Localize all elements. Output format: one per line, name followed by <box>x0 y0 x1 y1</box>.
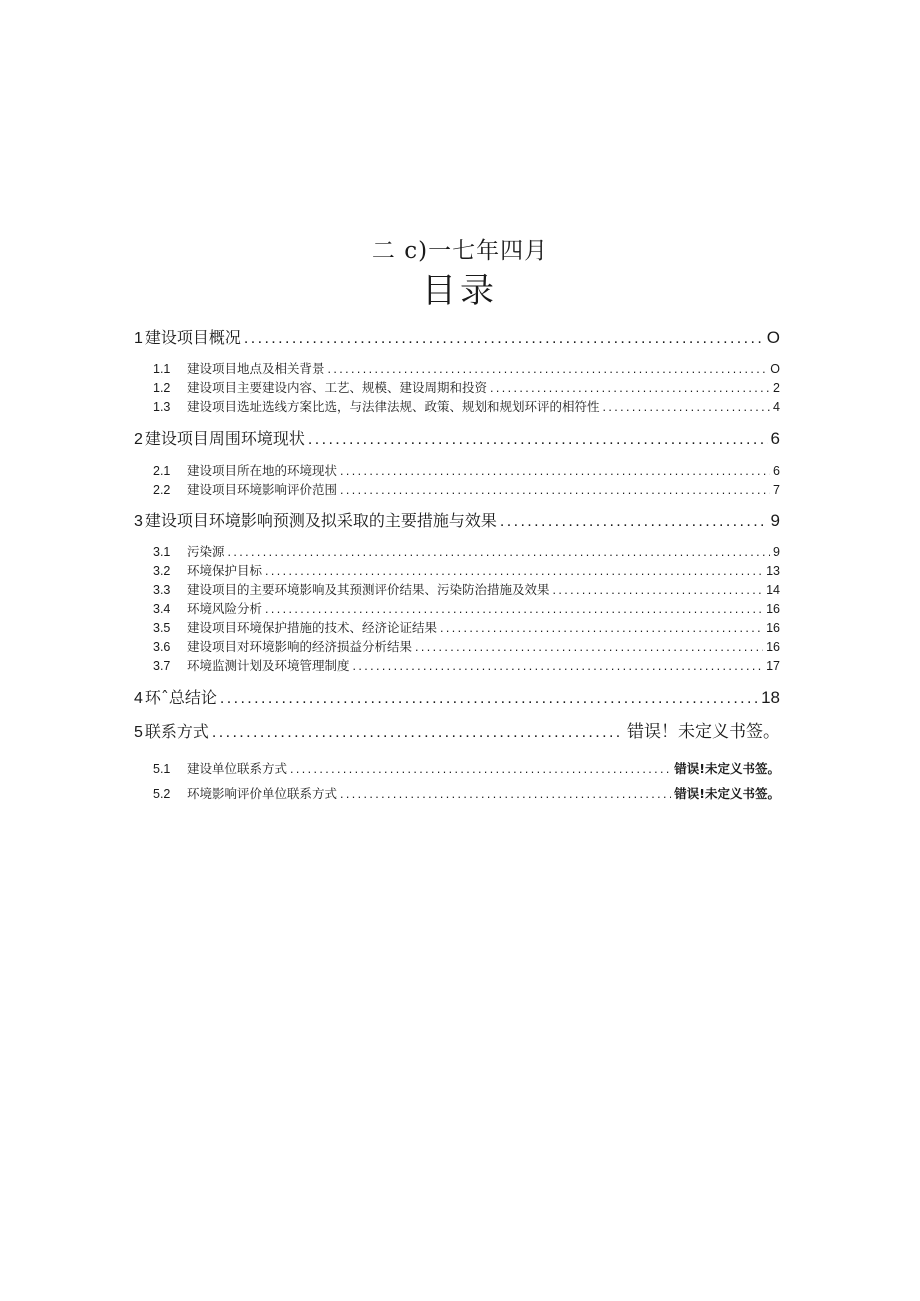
dot-leader <box>212 722 624 744</box>
toc-entry-2[interactable] <box>134 428 780 450</box>
toc-entry-number: 3.5 <box>153 621 171 635</box>
toc-entry-title: 建设项目环境影响预测及拟采取的主要措施与效果 <box>144 511 497 530</box>
toc-entry-title: 建设项目主要建设内容、工艺、规模、建设周期和投资 <box>187 380 488 395</box>
toc-entry-5[interactable] <box>134 721 780 743</box>
toc-entry-page: O <box>766 328 780 347</box>
toc-entry-page: 16 <box>766 640 780 654</box>
toc-entry-number: 3.7 <box>153 659 171 673</box>
dot-leader <box>340 785 671 803</box>
dot-leader <box>228 543 771 561</box>
toc-entry-4[interactable] <box>134 687 780 709</box>
dot-leader <box>290 760 671 778</box>
toc-entry-number: 3.6 <box>153 640 171 654</box>
toc-entry-page: 13 <box>766 564 780 578</box>
toc-entry-page: 16 <box>766 602 780 616</box>
dot-leader <box>415 638 763 656</box>
toc-entry-page: 16 <box>766 621 780 635</box>
dot-leader <box>340 462 770 480</box>
toc-entry-number: 1 <box>134 330 143 347</box>
dot-leader <box>603 398 771 416</box>
dot-leader <box>328 360 768 378</box>
toc-entry-page: 6 <box>770 429 780 448</box>
toc-entry-number: 2.2 <box>153 483 171 497</box>
dot-leader <box>490 379 770 397</box>
toc-entry-title: 污染源 <box>187 544 225 559</box>
toc-title: 目录 <box>422 271 498 311</box>
toc-entry-title: 建设项目地点及相关背景 <box>187 361 325 376</box>
toc-entry-page: O <box>770 362 780 376</box>
toc-entry-page: 14 <box>766 583 780 597</box>
toc-entry-number: 3.2 <box>153 564 171 578</box>
dot-leader <box>244 328 764 350</box>
toc-entry-1-2[interactable] <box>153 379 780 397</box>
dot-leader <box>553 581 764 599</box>
dot-leader <box>340 481 770 499</box>
toc-entry-number: 1.1 <box>153 362 171 376</box>
dot-leader <box>220 688 758 710</box>
toc-entry-title: 环境监测计划及环境管理制度 <box>187 658 350 673</box>
dot-leader <box>440 619 763 637</box>
dot-leader <box>265 600 763 618</box>
toc-entry-number: 3.3 <box>153 583 171 597</box>
toc-entry-1-1[interactable] <box>153 360 780 378</box>
toc-entry-page: 18 <box>761 688 780 707</box>
toc-entry-page: 4 <box>773 400 780 414</box>
toc-entry-number: 1.3 <box>153 400 171 414</box>
date-line: 二 c)一七年四月 <box>371 238 549 264</box>
dot-leader <box>353 657 764 675</box>
toc-entry-page: 9 <box>773 545 780 559</box>
toc-entry-page-error: 错误！未定义书签。 <box>627 722 780 742</box>
toc-entry-number: 3.4 <box>153 602 171 616</box>
toc-entry-2-2[interactable] <box>153 481 780 499</box>
toc-entry-number: 2 <box>134 431 143 448</box>
toc-entry-title: 建设项目环境影响评价范围 <box>187 482 338 497</box>
toc-entry-3-4[interactable] <box>153 600 780 618</box>
toc-entry-3-7[interactable] <box>153 657 780 675</box>
toc-entry-page: 9 <box>770 511 780 530</box>
dot-leader <box>308 429 768 451</box>
toc-entry-title: 联系方式 <box>144 722 209 741</box>
toc-entry-page: 2 <box>773 381 780 395</box>
toc-entry-3-2[interactable] <box>153 562 780 580</box>
toc-entry-number: 5.2 <box>153 787 171 801</box>
toc-entry-3-3[interactable] <box>153 581 780 599</box>
toc-entry-3-1[interactable] <box>153 543 780 561</box>
toc-entry-1-3[interactable] <box>153 398 780 416</box>
toc-entry-5-1[interactable] <box>153 760 780 778</box>
toc-entry-2-1[interactable] <box>153 462 780 480</box>
toc-entry-number: 3 <box>134 513 143 530</box>
toc-entry-number: 5 <box>134 724 143 741</box>
toc-entry-3-6[interactable] <box>153 638 780 656</box>
toc-entry-title: 环境保护目标 <box>187 563 263 578</box>
toc-entry-title: 建设项目周围环境现状 <box>144 429 305 448</box>
toc-entry-title: 建设单位联系方式 <box>187 761 288 776</box>
toc-entry-5-2[interactable] <box>153 785 780 803</box>
toc-entry-page: 7 <box>773 483 780 497</box>
dot-leader <box>265 562 763 580</box>
toc-entry-title: 建设项目的主要环境影响及其预测评价结果、污染防治措施及效果 <box>187 582 550 597</box>
toc-entry-page-error: 错误!未定义书签。 <box>674 761 780 776</box>
toc-entry-title: 建设项目概况 <box>144 328 241 347</box>
toc-entry-page: 17 <box>766 659 780 673</box>
toc-entry-title: 环境影响评价单位联系方式 <box>187 786 338 801</box>
toc-entry-1[interactable] <box>134 327 780 349</box>
toc-entry-page-error: 错误!未定义书签。 <box>674 786 780 801</box>
toc-entry-number: 3.1 <box>153 545 171 559</box>
toc-entry-3-5[interactable] <box>153 619 780 637</box>
toc-entry-3[interactable] <box>134 510 780 532</box>
toc-entry-title: 建设项目环境保护措施的技术、经济论证结果 <box>187 620 438 635</box>
toc-entry-number: 1.2 <box>153 381 171 395</box>
toc-entry-title: 环境风险分析 <box>187 601 263 616</box>
toc-entry-title: 建设项目选址选线方案比选，与法律法规、政策、规划和规划环评的相符性 <box>187 399 600 414</box>
dot-leader <box>500 511 768 533</box>
toc-entry-number: 4 <box>134 690 143 707</box>
toc-entry-title: 环ˆ总结论 <box>144 688 217 707</box>
toc-entry-title: 建设项目所在地的环境现状 <box>187 463 338 478</box>
toc-entry-number: 2.1 <box>153 464 171 478</box>
toc-entry-page: 6 <box>773 464 780 478</box>
toc-entry-title: 建设项目对环境影响的经济损益分析结果 <box>187 639 413 654</box>
toc-entry-number: 5.1 <box>153 762 171 776</box>
